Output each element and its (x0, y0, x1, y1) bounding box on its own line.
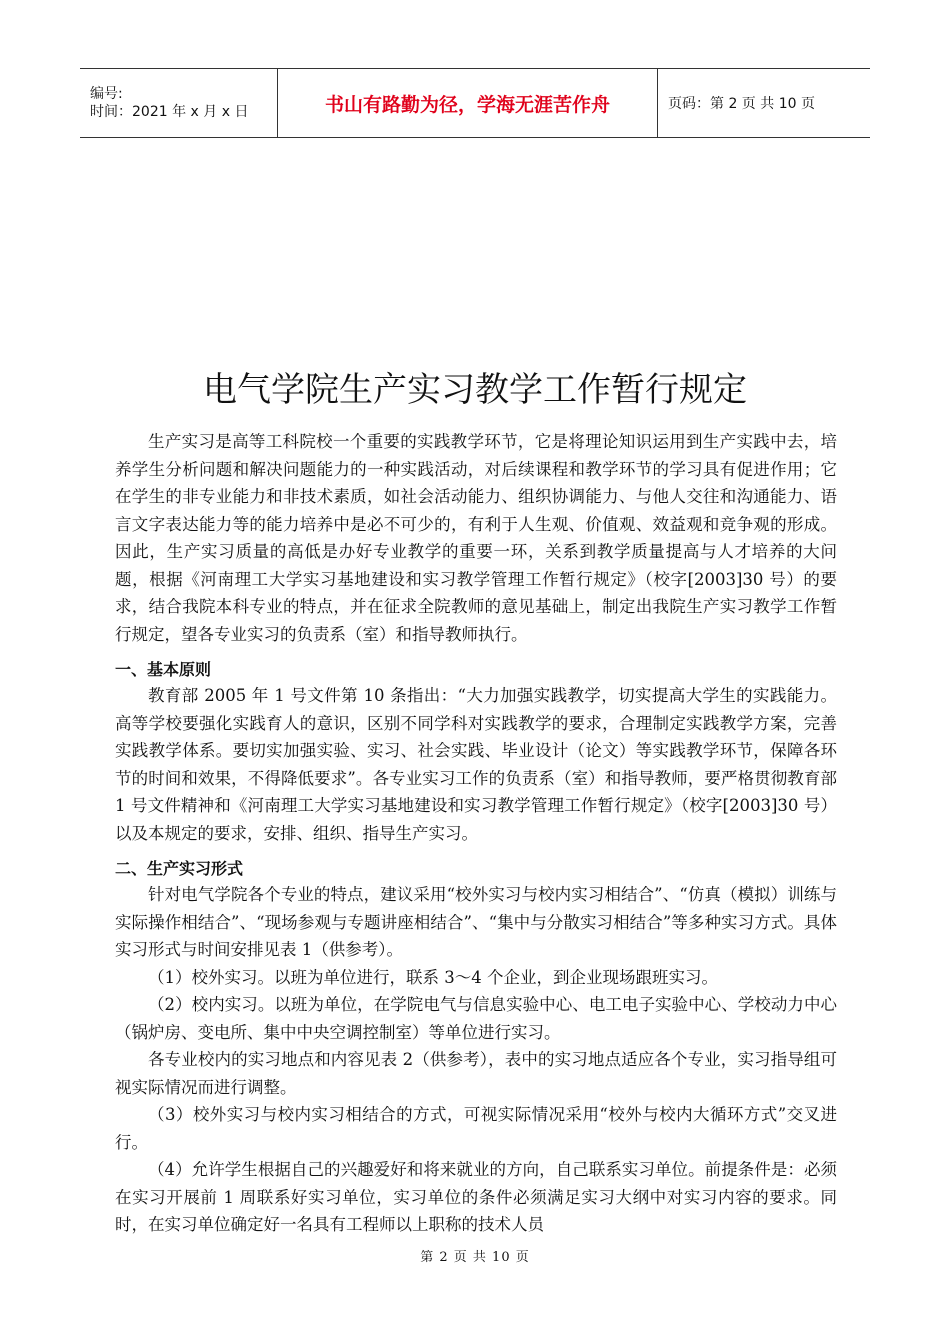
date-label: 时间：2021 年 x 月 x 日 (90, 104, 249, 120)
number-label: 编号: (90, 86, 123, 102)
section-heading-forms: 二、生产实习形式 (115, 859, 244, 878)
forms-item-self-arranged: （4）允许学生根据自己的兴趣爱好和将来就业的方向，自己联系实习单位。前提条件是：必须在实习开展前 1 周联系好实习单位，实习单位的条件必须满足实习大纲中对实习内容的要求。同时，在实习单位确定好一名具有工程师以上职称的技术人员 (115, 1160, 837, 1234)
forms-oncampus-note: 各专业校内的实习地点和内容见表 2（供参考），表中的实习地点适应各个专业，实习指导组可视实际情况而进行调整。 (115, 1050, 837, 1097)
forms-item-offcampus: （1）校外实习。以班为单位进行，联系 3～4 个企业，到企业现场跟班实习。 (148, 967, 718, 987)
forms-paragraph: 针对电气学院各个专业的特点，建议采用“校外实习与校内实习相结合”、“仿真（模拟）训练与实际操作相结合”、“现场参观与专题讲座相结合”、“集中与分散实习相结合”等多种实习方式。具体实习形式与时间安排见表 1（供参考）。 (115, 885, 837, 959)
forms-item-oncampus: （2）校内实习。以班为单位，在学院电气与信息实验中心、电工电子实验中心、学校动力中心（锅炉房、变电所、集中中央空调控制室）等单位进行实习。 (115, 995, 837, 1042)
page-header (80, 68, 870, 138)
intro-paragraph: 生产实习是高等工科院校一个重要的实践教学环节，它是将理论知识运用到生产实践中去，培养学生分析问题和解决问题能力的一种实践活动，对后续课程和教学环节的学习具有促进作用；它在学生的非专业能力和非技术素质，如社会活动能力、组织协调能力、与他人交往和沟通能力、语言文字表达能力等的能力培养中是必不可少的，有利于人生观、价值观、效益观和竞争观的形成。因此，生产实习质量的高低是办好专业教学的重要一环，关系到教学质量提高与人才培养的大问题，根据《河南理工大学实习基地建设和实习教学管理工作暂行规定》（校字[2003]30 号）的要求，结合我院本科专业的特点，并在征求全院教师的意见基础上，制定出我院生产实习教学工作暂行规定，望各专业实习的负责系（室）和指导教师执行。 (115, 432, 837, 644)
header-page-info: 页码：第 2 页 共 10 页 (668, 96, 815, 112)
page-footer: 第 2 页 共 10 页 (420, 1250, 530, 1265)
section-heading-principles: 一、基本原则 (115, 660, 212, 679)
document-title: 电气学院生产实习教学工作暂行规定 (203, 370, 747, 410)
header-meta (80, 69, 278, 137)
forms-item-combined: （3）校外实习与校内实习相结合的方式，可视实际情况采用“校外与校内大循环方式”交叉进行。 (115, 1105, 837, 1152)
document-body (115, 428, 837, 1239)
header-motto: 书山有路勤为径，学海无涯苦作舟 (278, 69, 658, 137)
principles-paragraph: 教育部 2005 年 1 号文件第 10 条指出：“大力加强实践教学，切实提高大学生的实践能力。高等学校要强化实践育人的意识，区别不同学科对实践教学的要求，合理制定实践教学方案，完善实践教学体系。要切实加强实验、实习、社会实践、毕业设计（论文）等实践教学环节，保障各环节的时间和效果，不得降低要求”。各专业实习工作的负责系（室）和指导教师，要严格贯彻教育部 1 号文件精神和《河南理工大学实习基地建设和实习教学管理工作暂行规定》（校字[2003]30 号）以及本规定的要求，安排、组织、指导生产实习。 (115, 686, 837, 843)
